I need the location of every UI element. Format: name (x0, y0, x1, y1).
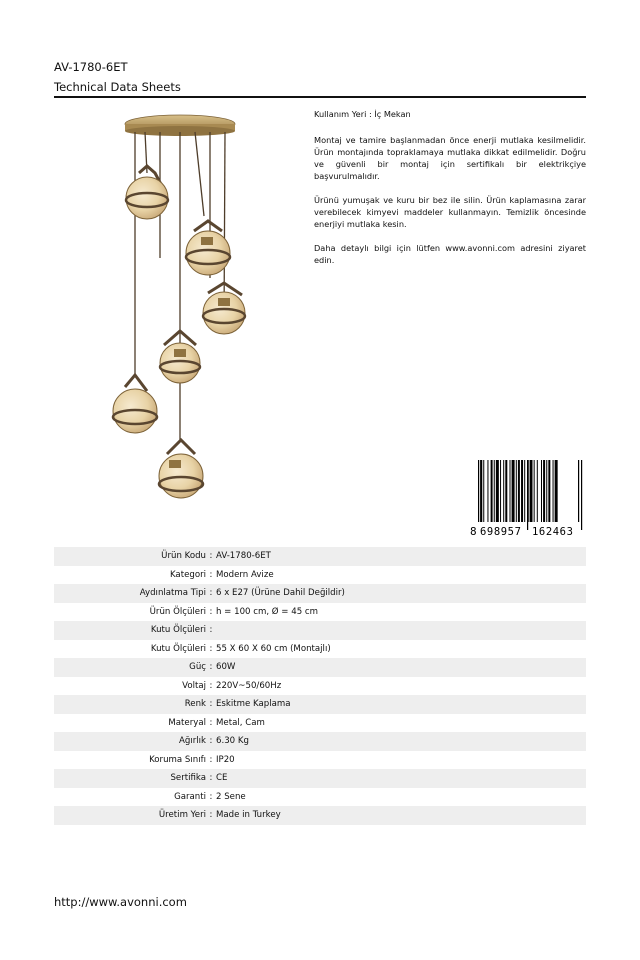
barcode-first-digit: 8 (470, 525, 477, 538)
spec-row (54, 806, 586, 825)
product-description (314, 108, 586, 278)
usage-location: Kullanım Yeri : İç Mekan (314, 109, 411, 119)
chandelier-product-image (100, 108, 270, 503)
spec-row (54, 640, 586, 659)
spec-value: 2 Sene (216, 791, 246, 802)
spec-value: 55 X 60 X 60 cm (Montajlı) (216, 643, 331, 654)
spec-separator: : (206, 732, 216, 751)
spec-row (54, 769, 586, 788)
spec-value: 60W (216, 658, 586, 677)
spec-separator: : (209, 643, 213, 654)
spec-value: Modern Avize (216, 569, 274, 580)
barcode-right-digits: 162463 (532, 526, 574, 538)
cleaning-instructions: Ürünü yumuşak ve kuru bir bez ile silin. Ürün kaplamasına zarar verebilecek kimyevi maddeler kullanmayın. Temizlik öncesinde enerjiyi mutlaka kesin. (314, 195, 586, 229)
spec-label: Voltaj (182, 680, 206, 691)
barcode-left-digits: 698957 (480, 526, 522, 538)
spec-separator: : (206, 621, 216, 640)
spec-row (54, 566, 586, 585)
spec-value: h = 100 cm, Ø = 45 cm (216, 606, 318, 617)
spec-separator: : (206, 547, 216, 566)
spec-label: Ürün Kodu (54, 547, 206, 566)
spec-label: Sertifika (54, 769, 206, 788)
spec-separator: : (209, 680, 213, 691)
spec-row (54, 751, 586, 770)
spec-label: Ağırlık (54, 732, 206, 751)
spec-separator: : (209, 717, 213, 728)
spec-row (54, 714, 586, 733)
spec-row (54, 603, 586, 622)
document-subtitle: Technical Data Sheets (54, 80, 181, 94)
spec-label: Üretim Yeri (54, 806, 206, 825)
product-code-title: AV-1780-6ET (54, 60, 128, 74)
spec-separator: : (209, 791, 213, 802)
spec-label: Renk (54, 695, 206, 714)
footer-website-url: http://www.avonni.com (54, 895, 187, 909)
spec-separator: : (206, 806, 216, 825)
spec-separator: : (209, 569, 213, 580)
spec-value (216, 621, 586, 640)
installation-warning: Montaj ve tamire başlanmadan önce enerji mutlaka kesilmelidir. Ürün montajında topraklamaya mutlaka dikkat edilmelidir. Doğru ve güvenli bir montaj için sertifikalı bir elektrikçiye başvurulmalıdır. (314, 135, 586, 181)
spec-separator: : (209, 754, 213, 765)
spec-row (54, 584, 586, 603)
spec-row (54, 677, 586, 696)
spec-row (54, 547, 586, 566)
spec-separator: : (206, 584, 216, 603)
spec-separator: : (206, 658, 216, 677)
spec-value: 6.30 Kg (216, 732, 586, 751)
spec-row (54, 621, 586, 640)
spec-value: Eskitme Kaplama (216, 695, 586, 714)
spec-value: AV-1780-6ET (216, 547, 586, 566)
spec-separator: : (206, 769, 216, 788)
barcode (468, 460, 584, 538)
spec-label: Kategori (169, 569, 206, 580)
spec-value: 220V~50/60Hz (216, 680, 282, 691)
spec-separator: : (206, 695, 216, 714)
spec-label: Materyal (168, 717, 206, 728)
spec-separator: : (209, 606, 213, 617)
spec-value: Metal, Cam (216, 717, 265, 728)
spec-label: Aydınlatma Tipi (54, 584, 206, 603)
spec-value: IP20 (216, 754, 235, 765)
spec-table (54, 547, 586, 825)
spec-row (54, 788, 586, 807)
spec-label: Güç (54, 658, 206, 677)
spec-row (54, 732, 586, 751)
spec-label: Kutu Ölçüleri (54, 621, 206, 640)
spec-label: Garanti (174, 791, 206, 802)
spec-row (54, 658, 586, 677)
more-info-note: Daha detaylı bilgi için lütfen www.avonni.com adresini ziyaret edin. (314, 243, 586, 265)
spec-label: Kutu Ölçüleri (150, 643, 206, 654)
spec-row (54, 695, 586, 714)
header-divider (54, 96, 586, 98)
spec-value: CE (216, 769, 586, 788)
spec-label: Koruma Sınıfı (149, 754, 206, 765)
spec-value: Made in Turkey (216, 806, 586, 825)
spec-label: Ürün Ölçüleri (149, 606, 206, 617)
spec-value: 6 x E27 (Ürüne Dahil Değildir) (216, 584, 586, 603)
